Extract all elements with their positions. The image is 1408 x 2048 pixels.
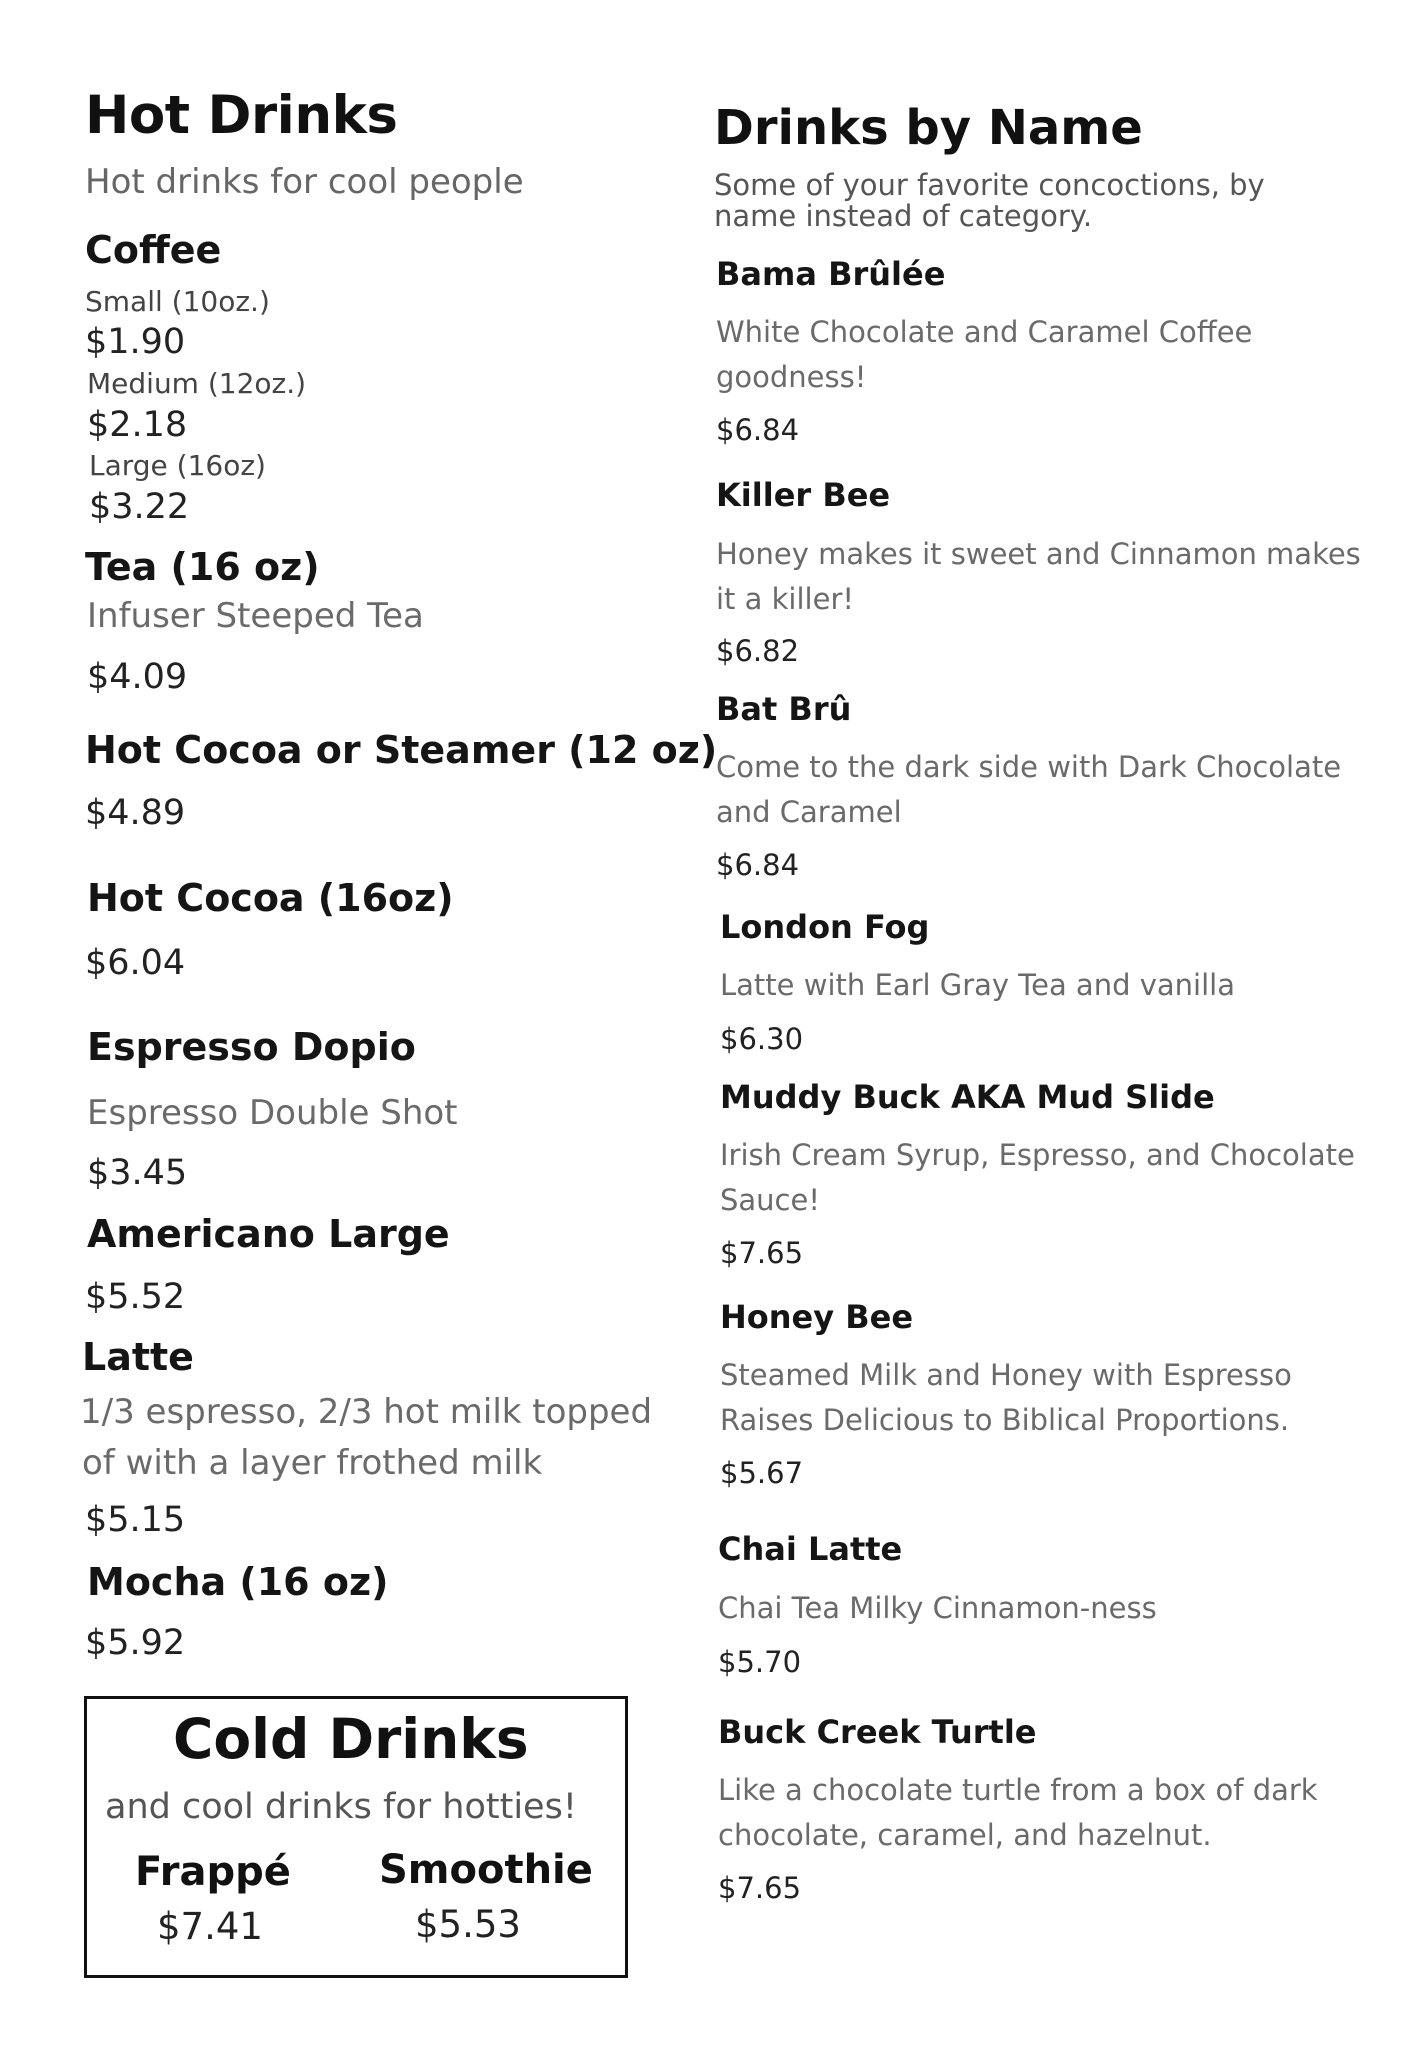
menu-item-name: Honey Bee — [720, 1298, 914, 1336]
coffee-large-price: $3.22 — [89, 487, 190, 527]
menu-item-price: $5.67 — [720, 1456, 804, 1490]
menu-item-price: $5.70 — [718, 1645, 802, 1679]
menu-item-name: London Fog — [720, 908, 930, 946]
tea-price: $4.09 — [87, 657, 188, 697]
americano-large-name: Americano Large — [87, 1212, 450, 1256]
cold-drinks-box — [84, 1696, 628, 1978]
menu-item-desc: Come to the dark side with Dark Chocolate and Caramel — [716, 750, 1342, 829]
menu-item-name: Buck Creek Turtle — [718, 1713, 1037, 1751]
menu-item-desc: Irish Cream Syrup, Espresso, and Chocolate Sauce! — [720, 1138, 1355, 1217]
cold-drinks-title: Cold Drinks — [173, 1707, 529, 1771]
menu-item-name: Muddy Buck AKA Mud Slide — [720, 1078, 1215, 1116]
espresso-dopio-price: $3.45 — [87, 1153, 188, 1193]
hot-cocoa-16-name: Hot Cocoa (16oz) — [87, 876, 454, 920]
coffee-small-price: $1.90 — [85, 322, 186, 362]
coffee-medium-label: Medium (12oz.) — [87, 367, 307, 400]
menu-item-price: $6.84 — [716, 848, 800, 882]
americano-large-price: $5.52 — [85, 1277, 186, 1317]
latte-price: $5.15 — [85, 1500, 186, 1540]
frappe-name: Frappé — [135, 1849, 291, 1895]
menu-item-desc: Honey makes it sweet and Cinnamon makes it a killer! — [716, 537, 1361, 616]
menu-item-name: Bama Brûlée — [716, 255, 946, 293]
hot-cocoa-steamer-name: Hot Cocoa or Steamer (12 oz) — [85, 728, 718, 772]
menu-item-price: $7.65 — [720, 1236, 804, 1270]
smoothie-price: $5.53 — [415, 1903, 521, 1946]
coffee-large-label: Large (16oz) — [89, 449, 266, 482]
mocha-name: Mocha (16 oz) — [87, 1560, 389, 1604]
hot-drinks-subtitle: Hot drinks for cool people — [85, 162, 524, 202]
menu-item-price: $6.82 — [716, 634, 800, 668]
latte-name: Latte — [82, 1335, 194, 1379]
menu-item-desc: Like a chocolate turtle from a box of dark chocolate, caramel, and hazelnut. — [718, 1773, 1318, 1852]
frappe-price: $7.41 — [157, 1905, 263, 1948]
menu-item-desc: White Chocolate and Caramel Coffee goodness! — [716, 315, 1253, 394]
hot-drinks-title: Hot Drinks — [85, 85, 398, 146]
coffee-medium-price: $2.18 — [87, 405, 188, 445]
tea-name: Tea (16 oz) — [85, 545, 320, 589]
menu-item-desc: Chai Tea Milky Cinnamon-ness — [718, 1591, 1157, 1625]
coffee-small-label: Small (10oz.) — [85, 285, 270, 318]
coffee-name: Coffee — [85, 228, 222, 272]
latte-desc-line2: of with a layer frothed milk — [82, 1443, 543, 1483]
espresso-dopio-desc: Espresso Double Shot — [87, 1093, 458, 1133]
tea-desc: Infuser Steeped Tea — [87, 596, 424, 636]
espresso-dopio-name: Espresso Dopio — [87, 1025, 416, 1069]
hot-cocoa-steamer-price: $4.89 — [85, 793, 186, 833]
drinks-by-name-subtitle: Some of your favorite concoctions, by name instead of category. — [714, 168, 1265, 233]
cold-drinks-subtitle: and cool drinks for hotties! — [105, 1787, 577, 1827]
menu-item-name: Bat Brû — [716, 690, 852, 728]
latte-desc-line1: 1/3 espresso, 2/3 hot milk topped — [80, 1392, 653, 1432]
drinks-by-name-title: Drinks by Name — [714, 100, 1143, 156]
menu-item-desc: Steamed Milk and Honey with Espresso Raises Delicious to Biblical Proportions. — [720, 1358, 1292, 1437]
menu-item-price: $6.84 — [716, 413, 800, 447]
menu-item-name: Killer Bee — [716, 476, 891, 514]
menu-item-price: $6.30 — [720, 1022, 804, 1056]
hot-cocoa-16-price: $6.04 — [85, 943, 186, 983]
mocha-price: $5.92 — [85, 1623, 186, 1663]
menu-item-price: $7.65 — [718, 1871, 802, 1905]
menu-item-name: Chai Latte — [718, 1530, 903, 1568]
smoothie-name: Smoothie — [379, 1847, 593, 1893]
menu-item-desc: Latte with Earl Gray Tea and vanilla — [720, 968, 1235, 1002]
